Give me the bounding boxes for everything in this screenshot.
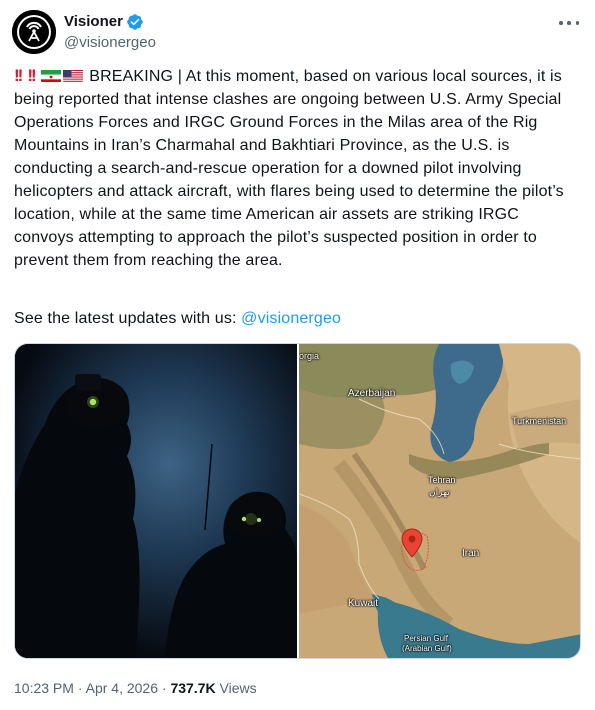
more-options-icon[interactable] bbox=[559, 16, 579, 30]
display-name-row bbox=[64, 12, 156, 32]
avatar[interactable] bbox=[12, 10, 56, 54]
tweet-time[interactable]: 10:23 PM bbox=[14, 680, 74, 696]
map-label-kuwait: Kuwait bbox=[348, 598, 379, 609]
map-label-azerbaijan: Azerbaijan bbox=[348, 388, 396, 399]
soldiers-silhouette-image bbox=[15, 344, 297, 658]
map-label-tehran-native: تهران bbox=[429, 487, 450, 497]
mention-link[interactable]: @visionergeo bbox=[241, 310, 342, 327]
separator: · bbox=[158, 680, 171, 696]
updates-text: See the latest updates with us: bbox=[14, 310, 242, 327]
tweet-header bbox=[12, 10, 583, 54]
map-pin-icon bbox=[401, 528, 423, 558]
tweet-footer bbox=[14, 679, 257, 697]
views-label: Views bbox=[215, 680, 257, 696]
tweet-date[interactable]: Apr 4, 2026 bbox=[85, 680, 158, 696]
iran-flag-icon bbox=[41, 68, 61, 82]
views-count: 737.7K bbox=[170, 680, 216, 696]
tweet-prefix: BREAKING | bbox=[89, 68, 186, 85]
media-image-soldiers[interactable] bbox=[15, 344, 297, 658]
double-exclamation-icon: !! bbox=[27, 66, 35, 85]
map-label-tehran: Tehran bbox=[428, 475, 456, 485]
map-label-georgia: orgia bbox=[299, 351, 320, 361]
handle[interactable]: @visionergeo bbox=[64, 34, 156, 51]
us-flag-icon bbox=[63, 68, 83, 82]
map-label-arabian-gulf: (Arabian Gulf) bbox=[402, 644, 452, 653]
map-iran-image bbox=[299, 344, 580, 658]
double-exclamation-icon: !! bbox=[14, 66, 22, 85]
tweet-body: At this moment, based on various local sources, it is being reported that intense clashes are ongoing between U.S. Army Special Operations Forces and IRGC Ground Forces in the Milas area of the Rig Mountains in Iran’s Charmahal and Bakhtiari Province, as the U.S. is conducting a search-and-rescue operation for a downed pilot involving helicopters and attack aircraft, with flares being used to determine the pilot’s location, while at the same time American air assets are striking IRGC convoys attempting to approach the pilot’s suspected position in order to prevent them from reaching the area. bbox=[14, 68, 564, 269]
media-image-map[interactable] bbox=[299, 344, 580, 658]
tweet-text bbox=[14, 64, 582, 272]
media-grid bbox=[14, 343, 581, 659]
map-label-persian-gulf: Persian Gulf bbox=[404, 634, 449, 643]
map-label-turkmenistan: Turkmenistan bbox=[512, 416, 567, 426]
map-label-iran: Iran bbox=[462, 548, 480, 559]
updates-line bbox=[14, 307, 341, 330]
display-name[interactable]: Visioner bbox=[64, 13, 123, 30]
satellite-dish-icon bbox=[12, 10, 56, 54]
author-info bbox=[64, 12, 156, 53]
verified-badge-icon bbox=[126, 13, 144, 31]
separator: · bbox=[73, 680, 86, 696]
